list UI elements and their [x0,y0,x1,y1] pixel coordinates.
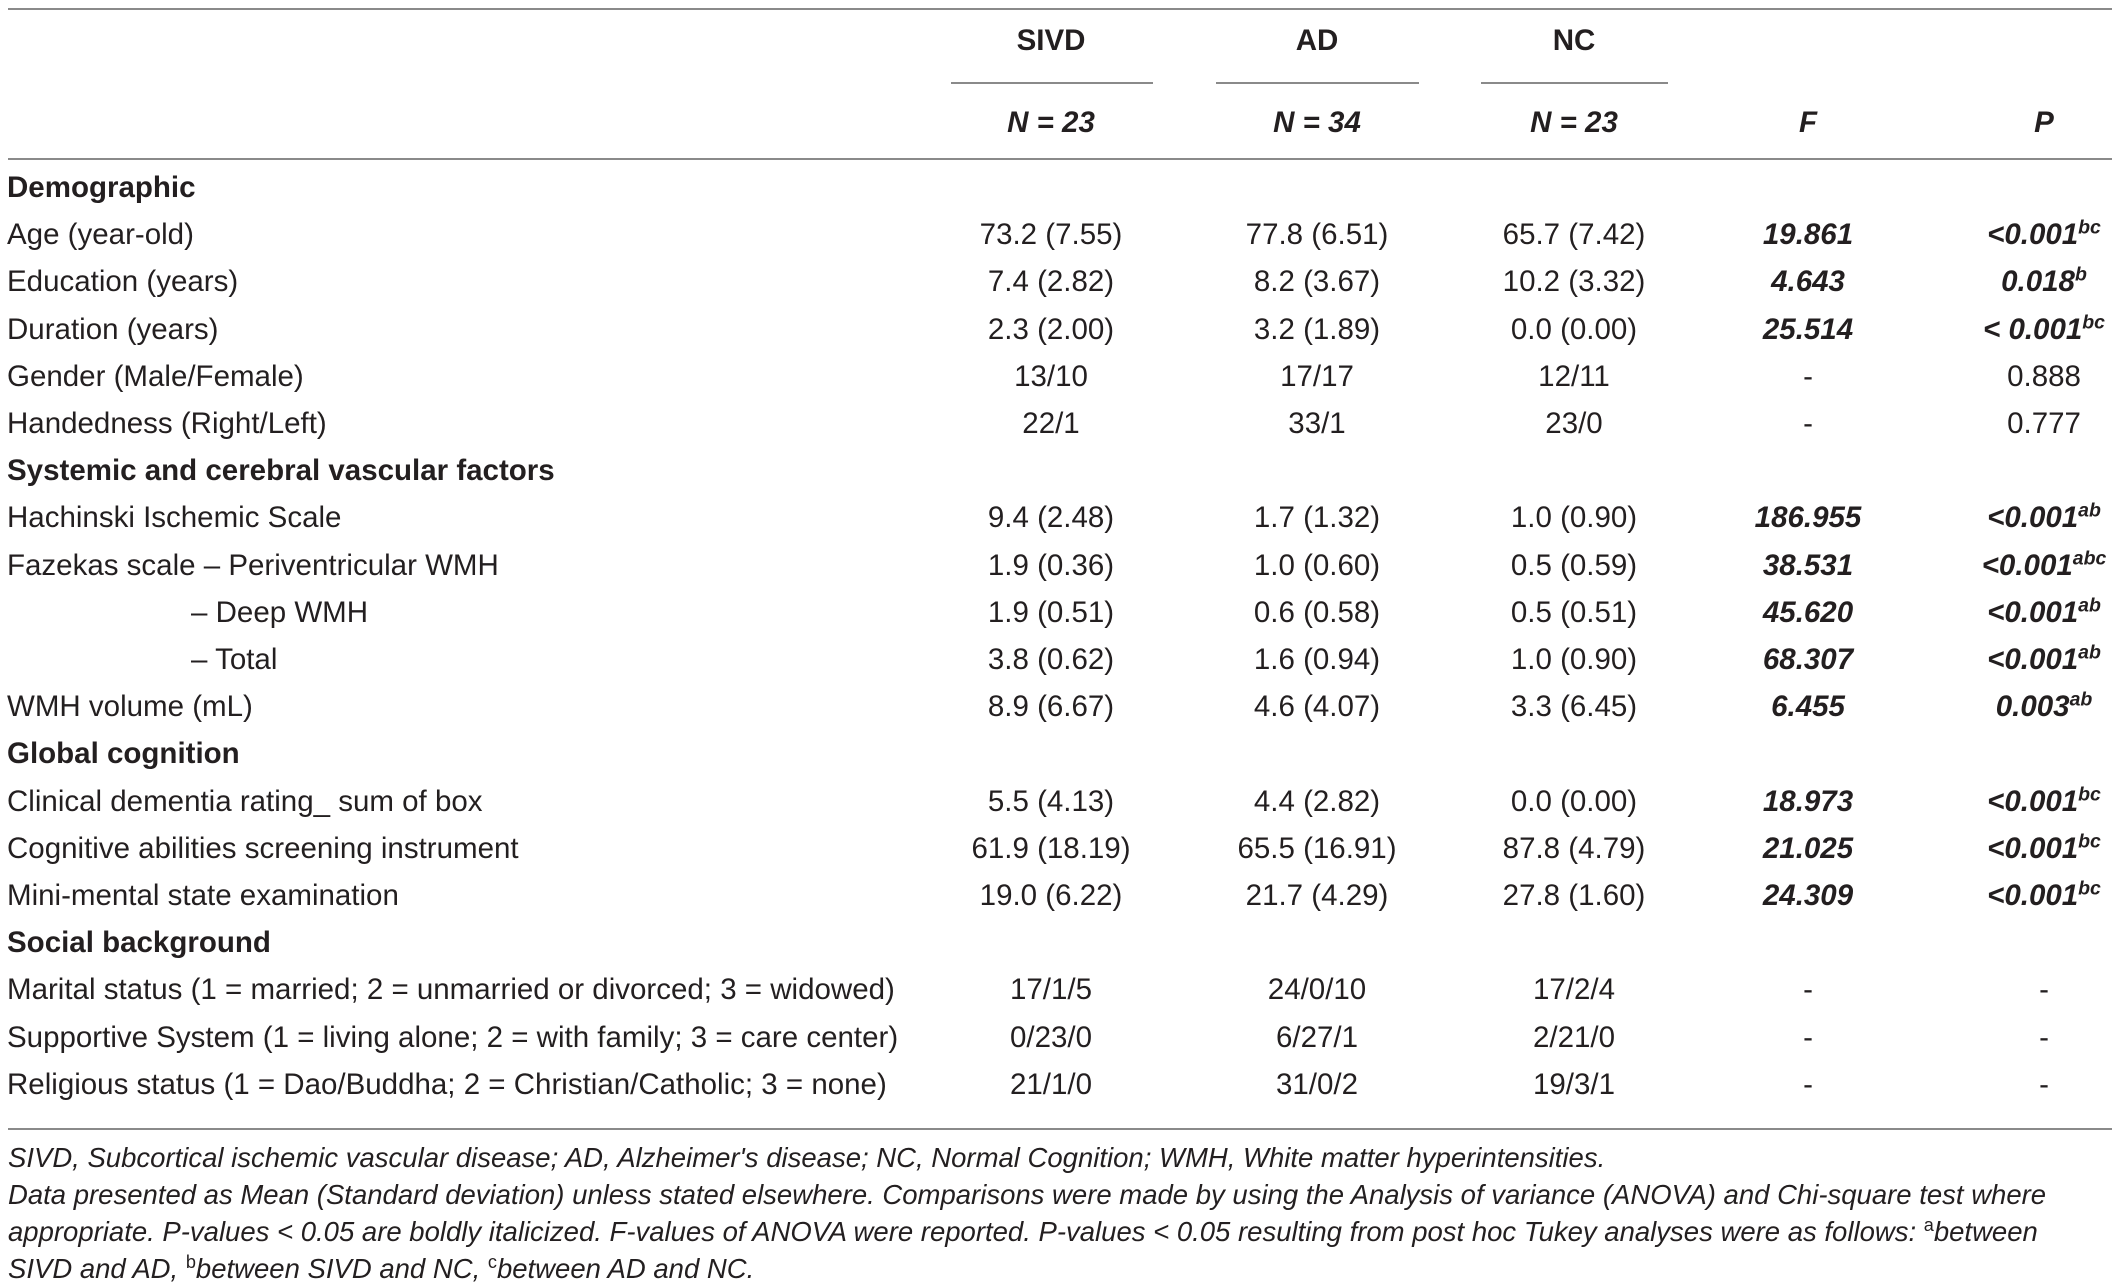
cell-ad: 1.7 (1.32) [1253,501,1381,535]
p-value-text: <0.001 [1987,879,2079,912]
header-n-sivd: N = 23 [1007,106,1095,139]
p-value-superscript: ab [2078,499,2101,522]
p-value-superscript: bc [2078,877,2101,900]
section-heading: Demographic [7,171,196,204]
cell-p-value [1983,310,2105,346]
cell-f-value: 186.955 [1754,501,1862,535]
cell-f-value: 19.861 [1762,218,1854,252]
cell-ad: 21.7 (4.29) [1245,879,1389,912]
header-nc: NC [1552,24,1596,57]
nc-group-rule [1481,82,1668,84]
cell-ad: 6/27/1 [1275,1020,1359,1054]
p-value-text: <0.001 [1987,831,2079,865]
cell-p-value [2039,1020,2049,1054]
cell-ad: 33/1 [1288,407,1346,440]
p-value-text: < 0.001 [1983,312,2083,346]
cell-p-value [1987,499,2101,535]
p-value-text: <0.001 [1987,784,2079,818]
footnote-line-4 [8,1250,2112,1287]
cell-sivd: 3.8 (0.62) [987,643,1115,676]
cell-nc: 12/11 [1538,359,1610,393]
header-ad: AD [1295,24,1339,57]
section-heading: Global cognition [7,737,240,771]
footnote-between-ad-nc: between AD and NC. [496,1253,755,1284]
cell-f-value: - [1803,359,1813,393]
cell-sivd: 1.9 (0.51) [987,595,1115,629]
p-value-text: - [2039,1020,2049,1054]
cell-ad: 0.6 (0.58) [1253,595,1381,629]
row-label: Clinical dementia rating_ sum of box [7,784,483,818]
cell-p-value [1987,216,2101,252]
top-rule [8,8,2112,10]
sivd-group-rule [951,82,1153,84]
header-sivd: SIVD [1016,24,1086,57]
cell-nc: 27.8 (1.60) [1502,879,1646,912]
cell-sivd: 0/23/0 [1009,1020,1093,1054]
row-label: Supportive System (1 = living alone; 2 = with family; 3 = care center) [7,1020,899,1054]
cell-f-value: - [1803,973,1813,1007]
cell-nc: 10.2 (3.32) [1502,265,1646,299]
cell-sivd: 13/10 [1014,359,1088,393]
header-p: P [2034,106,2054,139]
row-label: Education (years) [7,265,239,299]
cell-nc: 0.5 (0.51) [1510,595,1638,629]
cell-sivd: 17/1/5 [1009,973,1093,1007]
cell-ad: 4.4 (2.82) [1253,784,1381,818]
ad-group-rule [1216,82,1419,84]
p-value-superscript: bc [2078,830,2101,853]
row-label: Fazekas scale – Periventricular WMH [7,548,499,582]
bottom-rule [8,1128,2112,1130]
cell-nc: 65.7 (7.42) [1502,218,1646,252]
row-label: – Deep WMH [191,595,369,629]
row-label: Handedness (Right/Left) [7,407,327,440]
footnote-line-2: Data presented as Mean (Standard deviation) unless stated elsewhere. Comparisons were made by using the Analysis of variance (ANOVA) and Chi-square test where [8,1179,2047,1210]
cell-f-value: - [1803,1020,1813,1054]
cell-sivd: 73.2 (7.55) [979,218,1123,252]
p-value-superscript: ab [2078,594,2101,617]
cell-nc: 0.0 (0.00) [1510,784,1638,818]
cell-p-value [2001,263,2087,299]
cell-p-value [1987,877,2101,912]
cell-p-value [1987,782,2101,818]
cell-ad: 8.2 (3.67) [1253,265,1381,299]
row-label: WMH volume (mL) [7,690,253,724]
cell-f-value: - [1803,1067,1813,1101]
cell-sivd: 2.3 (2.00) [987,312,1115,346]
cell-sivd: 8.9 (6.67) [987,690,1115,724]
table-footnote [8,1139,2112,1287]
p-value-text: - [2039,973,2049,1007]
cell-nc: 2/21/0 [1532,1020,1616,1054]
cell-nc: 0.0 (0.00) [1510,312,1638,346]
cell-ad: 31/0/2 [1275,1067,1359,1101]
cell-p-value [2039,975,2049,1005]
header-f: F [1798,106,1818,139]
section-heading: Systemic and cerebral vascular factors [7,454,555,488]
cell-ad: 24/0/10 [1267,973,1367,1007]
p-value-superscript: b [2074,263,2087,286]
row-label: – Total [191,643,278,676]
cell-f-value: 24.309 [1762,879,1854,912]
cell-f-value: 25.514 [1762,312,1854,346]
header-n-ad: N = 34 [1273,106,1361,139]
footnote-line-3-text: appropriate. P-values < 0.05 are boldly italicized. F-values of ANOVA were reported. P-values < 0.05 resulting from post hoc Tukey analyses were as follows: [8,1216,1917,1247]
cell-f-value: 38.531 [1762,548,1854,582]
header-n-nc: N = 23 [1530,106,1618,139]
cell-f-value: 21.025 [1762,831,1854,865]
footnote-line-3 [8,1213,2112,1250]
footnote-line-4-text: SIVD and AD, [8,1253,179,1284]
cell-sivd: 22/1 [1022,407,1080,440]
cell-p-value [2007,359,2081,393]
cell-sivd: 1.9 (0.36) [987,548,1115,582]
cell-nc: 87.8 (4.79) [1502,831,1646,865]
cell-nc: 17/2/4 [1532,973,1616,1007]
cell-p-value [1995,688,2093,724]
cell-sivd: 7.4 (2.82) [987,265,1115,299]
cell-p-value [1981,546,2107,582]
row-label: Age (year-old) [7,218,194,252]
section-heading: Social background [7,926,271,960]
cell-p-value [1987,641,2101,676]
p-value-superscript: bc [2078,216,2101,239]
p-value-text: <0.001 [1987,218,2079,252]
cell-ad: 1.6 (0.94) [1253,643,1381,676]
footnote-between-sivd-ad: between [1933,1216,2038,1247]
header-rule [8,158,2112,160]
cell-ad: 3.2 (1.89) [1253,312,1381,346]
footnote-sup-a: a [1923,1215,1934,1236]
cell-f-value: 6.455 [1771,690,1845,724]
p-value-text: 0.777 [2007,407,2081,440]
cell-ad: 1.0 (0.60) [1253,548,1381,582]
row-label: Mini-mental state examination [7,879,399,912]
cell-nc: 23/0 [1545,407,1603,440]
row-label: Marital status (1 = married; 2 = unmarried or divorced; 3 = widowed) [7,973,895,1007]
p-value-text: 0.018 [2001,265,2075,299]
cell-ad: 4.6 (4.07) [1253,690,1381,724]
cell-f-value: 18.973 [1762,784,1854,818]
footnote-abbreviations: SIVD, Subcortical ischemic vascular disease; AD, Alzheimer's disease; NC, Normal Cognition; WMH, White matter hyperintensities. [8,1142,1606,1173]
row-label: Religious status (1 = Dao/Buddha; 2 = Christian/Catholic; 3 = none) [7,1067,887,1101]
cell-f-value: 45.620 [1762,595,1854,629]
p-value-text: <0.001 [1987,501,2079,535]
p-value-text: <0.001 [1981,548,2073,582]
footnote-between-sivd-nc: between SIVD and NC, [195,1253,481,1284]
p-value-superscript: ab [2069,688,2093,711]
cell-sivd: 21/1/0 [1009,1067,1093,1101]
footnote-sup-c: c [487,1252,497,1273]
cell-f-value: - [1803,407,1813,440]
cell-nc: 1.0 (0.90) [1510,643,1638,676]
p-value-superscript: ab [2078,641,2101,664]
p-value-text: <0.001 [1987,643,2079,676]
footnote-sup-b: b [185,1252,196,1273]
row-label: Cognitive abilities screening instrument [7,831,519,865]
cell-ad: 77.8 (6.51) [1245,218,1389,252]
p-value-superscript: abc [2072,546,2107,569]
p-value-superscript: bc [2082,310,2105,333]
p-value-text: 0.888 [2007,359,2081,393]
cell-ad: 17/17 [1280,359,1354,393]
p-value-superscript: bc [2078,782,2101,805]
p-value-text: <0.001 [1987,595,2079,629]
cell-sivd: 61.9 (18.19) [971,831,1131,865]
cell-f-value: 68.307 [1762,643,1854,676]
p-value-text: - [2039,1067,2049,1101]
row-label: Hachinski Ischemic Scale [7,501,342,535]
cell-sivd: 9.4 (2.48) [987,501,1115,535]
p-value-text: 0.003 [1995,690,2070,724]
row-label: Gender (Male/Female) [7,359,304,393]
cell-nc: 3.3 (6.45) [1510,690,1638,724]
cell-sivd: 5.5 (4.13) [987,784,1115,818]
cell-nc: 0.5 (0.59) [1510,548,1638,582]
cell-p-value [1987,830,2101,865]
cell-p-value [1987,594,2101,629]
cell-sivd: 19.0 (6.22) [979,879,1123,912]
cell-nc: 19/3/1 [1532,1067,1616,1101]
cell-nc: 1.0 (0.90) [1510,501,1638,535]
row-label: Duration (years) [7,312,219,346]
cell-p-value [2007,409,2081,439]
cell-f-value: 4.643 [1771,265,1845,299]
cell-p-value [2039,1067,2049,1101]
cell-ad: 65.5 (16.91) [1237,831,1397,865]
